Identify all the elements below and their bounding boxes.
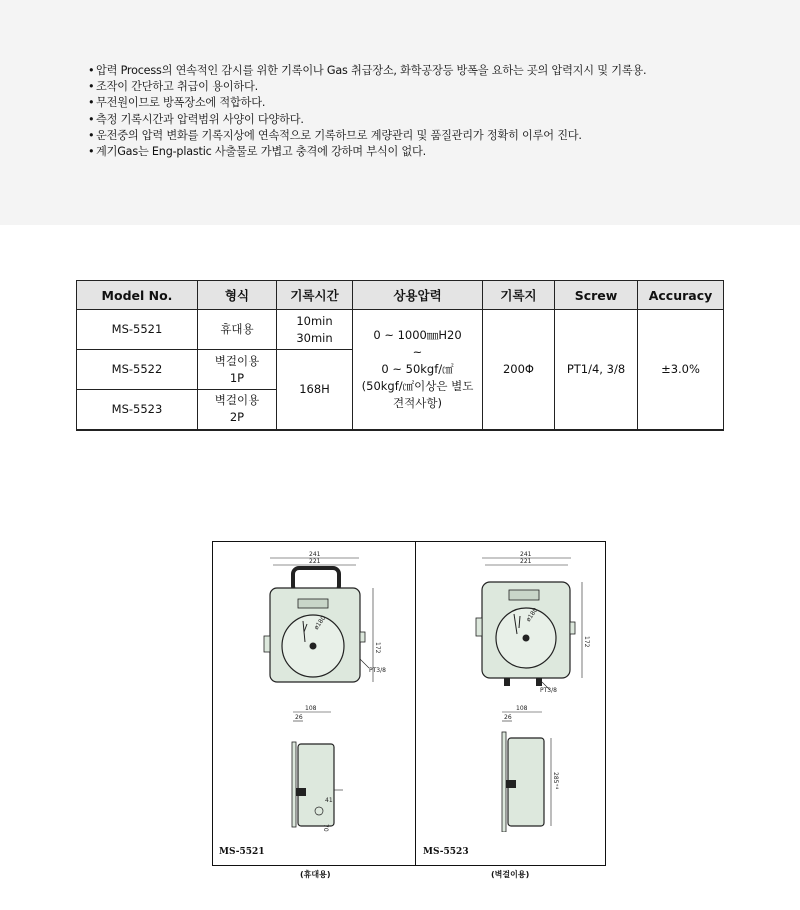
left-caption: (휴대용) <box>300 870 331 879</box>
pressure-line: 0 ~ 1000㎜H20 <box>373 327 462 342</box>
dim-dial: ø180 <box>312 614 328 632</box>
dim-side-height: 285⁺⁴ <box>552 772 559 790</box>
pressure-line: 0 ~ 50kgf/㎠ <box>381 361 454 376</box>
feature-item: • 계기Gas는 Eng-plastic 사출물로 가볍고 충격에 강하며 부식이 없다. <box>88 144 728 160</box>
cell-type <box>198 390 277 430</box>
dim-outer-width: 241 <box>309 551 321 558</box>
dim-side-b: 70 <box>322 824 329 832</box>
header-record-time: 기록시간 <box>277 281 353 310</box>
cell-model: MS-5522 <box>77 350 198 390</box>
left-side-view <box>213 702 415 832</box>
table-header-row <box>77 281 724 310</box>
cell-model: MS-5523 <box>77 390 198 430</box>
dim-dial: ø180 <box>524 606 540 624</box>
dim-height: 172 <box>374 642 381 654</box>
spec-table <box>76 280 724 431</box>
dim-port: PT3/8 <box>540 687 557 694</box>
cell-screw: PT1/4, 3/8 <box>555 310 638 430</box>
feature-item: • 측정 기록시간과 압력범위 사양이 다양하다. <box>88 112 728 128</box>
type-line: 벽걸이용 <box>214 353 260 368</box>
right-side-view <box>416 702 605 832</box>
table-row <box>77 310 724 350</box>
dim-depth: 108 <box>305 705 317 712</box>
dim-side-a: 41 <box>325 797 333 804</box>
right-caption: (벽걸이용) <box>491 870 530 879</box>
pressure-line: (50kgf/㎠이상은 별도 <box>361 378 474 393</box>
feature-item: • 압력 Process의 연속적인 감시를 위한 기록이나 Gas 취급장소, 화학공장등 방폭을 요하는 곳의 압력지시 및 기록용. <box>88 63 728 79</box>
header-pressure: 상용압력 <box>353 281 483 310</box>
cell-pressure <box>353 310 483 430</box>
dimension-drawing <box>212 541 606 866</box>
header-screw: Screw <box>555 281 638 310</box>
cell-record-time <box>277 310 353 350</box>
dim-inner-width: 221 <box>520 558 532 565</box>
left-model-label: MS-5521 <box>219 847 265 857</box>
left-front-view <box>213 542 415 702</box>
type-line: 벽걸이용 <box>214 393 260 408</box>
cell-chart: 200Φ <box>483 310 555 430</box>
time-line: 30min <box>296 330 333 345</box>
cell-type <box>198 350 277 390</box>
feature-list <box>88 63 728 160</box>
cell-model: MS-5521 <box>77 310 198 350</box>
right-front-view <box>416 542 605 702</box>
dim-port: PT3/8 <box>369 667 386 674</box>
feature-item: • 조작이 간단하고 취급이 용이하다. <box>88 79 728 95</box>
feature-item: • 무전원이므로 방폭장소에 적합하다. <box>88 95 728 111</box>
dim-depth: 108 <box>516 705 528 712</box>
dim-depth-offset: 26 <box>504 714 512 721</box>
right-model-label: MS-5523 <box>423 847 469 857</box>
cell-record-time: 168H <box>277 350 353 430</box>
type-line: 2P <box>229 410 245 425</box>
dim-outer-width: 241 <box>520 551 532 558</box>
header-accuracy: Accuracy <box>638 281 724 310</box>
time-line: 10min <box>296 313 333 328</box>
cell-accuracy: ±3.0% <box>638 310 724 430</box>
header-model: Model No. <box>77 281 198 310</box>
feature-item: • 운전중의 압력 변화를 기록지상에 연속적으로 기록하므로 계량관리 및 품질관리가 정확히 이루어 진다. <box>88 128 728 144</box>
pressure-line: ~ <box>412 344 423 359</box>
dim-depth-offset: 26 <box>295 714 303 721</box>
dim-height: 172 <box>583 636 590 648</box>
header-type: 형식 <box>198 281 277 310</box>
type-line: 1P <box>229 370 245 385</box>
dim-inner-width: 221 <box>309 558 321 565</box>
cell-type: 휴대용 <box>198 310 277 350</box>
header-chart: 기록지 <box>483 281 555 310</box>
pressure-line: 견적사항) <box>393 395 442 410</box>
